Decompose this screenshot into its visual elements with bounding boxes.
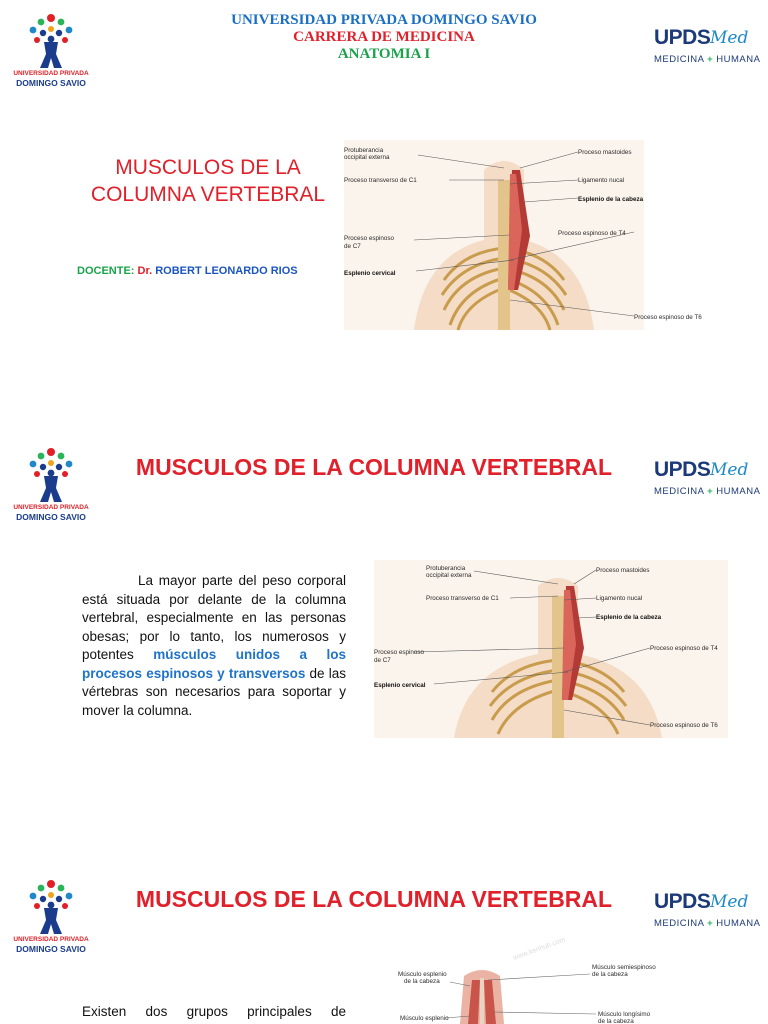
label-occipital-b: occipital externa <box>426 572 472 579</box>
label-spinous-t6: Proceso espinoso de T6 <box>634 314 702 321</box>
slide-intro <box>0 432 768 832</box>
header-university: UNIVERSIDAD PRIVADA DOMINGO SAVIO <box>231 12 537 28</box>
cover-title-line2: COLUMNA VERTEBRAL <box>90 183 326 206</box>
label-spinous-c7-b: de C7 <box>344 243 361 250</box>
tagline-plus: + <box>707 486 714 497</box>
tagline-b: HUMANA <box>716 486 761 497</box>
label-spinous-t4: Proceso espinoso de T4 <box>650 645 718 652</box>
fig3-label-2a: Músculo semiespinoso <box>592 964 656 971</box>
label-spinous-c7-a: Proceso espinoso <box>344 235 395 242</box>
docente-name: ROBERT LEONARDO RIOS <box>155 265 298 277</box>
brand-tagline <box>654 54 760 65</box>
label-transverse-c1: Proceso transverso de C1 <box>344 177 417 184</box>
university-name-line2: DOMINGO SAVIO <box>16 78 86 88</box>
label-occipital-b: occipital externa <box>344 154 390 161</box>
university-name-line1: UNIVERSIDAD PRIVADA <box>13 936 89 943</box>
tagline-b: HUMANA <box>716 918 761 929</box>
brand-tagline <box>654 918 760 929</box>
med-script: Med <box>710 460 749 480</box>
upds-wordmark: UPDS <box>654 458 711 481</box>
label-spinous-t6: Proceso espinoso de T6 <box>650 722 718 729</box>
fig3-label-2b: de la cabeza <box>592 971 628 978</box>
slide-title: MUSCULOS DE LA COLUMNA VERTEBRAL <box>135 454 613 480</box>
label-esplenio-cervical: Esplenio cervical <box>344 270 396 277</box>
upds-med-logo <box>654 458 761 498</box>
tagline-a: MEDICINA <box>654 486 704 497</box>
intro-paragraph <box>82 572 346 720</box>
slide-groups <box>0 864 768 1024</box>
fig3-label-4a: Músculo longísimo <box>598 1011 651 1018</box>
cover-title <box>70 154 346 208</box>
label-spinous-c7-b: de C7 <box>374 657 391 664</box>
udps-figure-logo-icon <box>10 878 92 936</box>
upds-wordmark: UPDS <box>654 890 711 913</box>
tagline-plus: + <box>707 54 714 65</box>
label-mastoides: Proceso mastoides <box>596 567 650 574</box>
cover-title-line1: MUSCULOS DE LA <box>115 156 301 179</box>
groups-paragraph: Existen dos grupos principales de <box>82 1004 346 1019</box>
tagline-a: MEDICINA <box>654 54 704 65</box>
slide-cover <box>0 0 768 400</box>
label-esplenio-cabeza: Esplenio de la cabeza <box>578 196 644 203</box>
upds-wordmark: UPDS <box>654 26 711 49</box>
anatomy-figure-3 <box>364 936 694 1024</box>
label-transverse-c1: Proceso transverso de C1 <box>426 595 499 602</box>
university-name-line1: UNIVERSIDAD PRIVADA <box>13 504 89 511</box>
fig3-label-3: Músculo esplenio <box>400 1015 449 1022</box>
label-ligamento: Ligamento nucal <box>596 595 643 602</box>
para-start: La mayor parte del peso corporal está situada por delante de la columna vertebral, especialmente en las personas obesas; por lo tanto, los numerosos y potentes <box>82 573 346 662</box>
docente-title: Dr. <box>137 265 156 277</box>
label-occipital-a: Protuberancia <box>426 565 466 572</box>
header-course: ANATOMIA I <box>337 46 431 62</box>
university-name-line2: DOMINGO SAVIO <box>16 512 86 522</box>
university-logo <box>10 446 92 528</box>
label-spinous-t4: Proceso espinoso de T4 <box>558 230 626 237</box>
tagline-a: MEDICINA <box>654 918 704 929</box>
anatomy-figure-1 <box>344 140 702 330</box>
upds-med-logo <box>654 890 761 930</box>
docente-label: DOCENTE: <box>77 265 138 277</box>
label-esplenio-cabeza: Esplenio de la cabeza <box>596 614 662 621</box>
fig3-label-1b: de la cabeza <box>404 978 440 985</box>
brand-tagline <box>654 486 760 497</box>
label-ligamento: Ligamento nucal <box>578 177 625 184</box>
slide-title: MUSCULOS DE LA COLUMNA VERTEBRAL <box>135 886 613 912</box>
header-career: CARRERA DE MEDICINA <box>293 29 475 45</box>
label-mastoides: Proceso mastoides <box>578 149 632 156</box>
fig3-label-1a: Músculo esplenio <box>398 971 447 978</box>
med-script: Med <box>710 28 749 48</box>
tagline-b: HUMANA <box>716 54 761 65</box>
university-logo <box>10 878 92 960</box>
udps-figure-logo-icon <box>10 446 92 504</box>
kenhub-watermark: www.kenhub.com <box>512 936 567 962</box>
tagline-plus: + <box>707 918 714 929</box>
med-script: Med <box>710 892 749 912</box>
university-name-line2: DOMINGO SAVIO <box>16 944 86 954</box>
anatomy-figure-2 <box>374 560 728 738</box>
university-name-line1: UNIVERSIDAD PRIVADA <box>13 70 89 77</box>
label-occipital-a: Protuberancia <box>344 147 384 154</box>
docente-line <box>77 265 298 277</box>
para-highlight: músculos unidos a los procesos espinosos y transversos <box>82 647 346 681</box>
fig3-label-4b: de la cabeza <box>598 1018 634 1024</box>
para-end: de las vértebras son necesarios para soportar y mover la columna. <box>82 665 346 718</box>
label-spinous-c7-a: Proceso espinoso <box>374 649 425 656</box>
label-esplenio-cervical: Esplenio cervical <box>374 682 426 689</box>
upds-med-logo <box>654 26 761 66</box>
